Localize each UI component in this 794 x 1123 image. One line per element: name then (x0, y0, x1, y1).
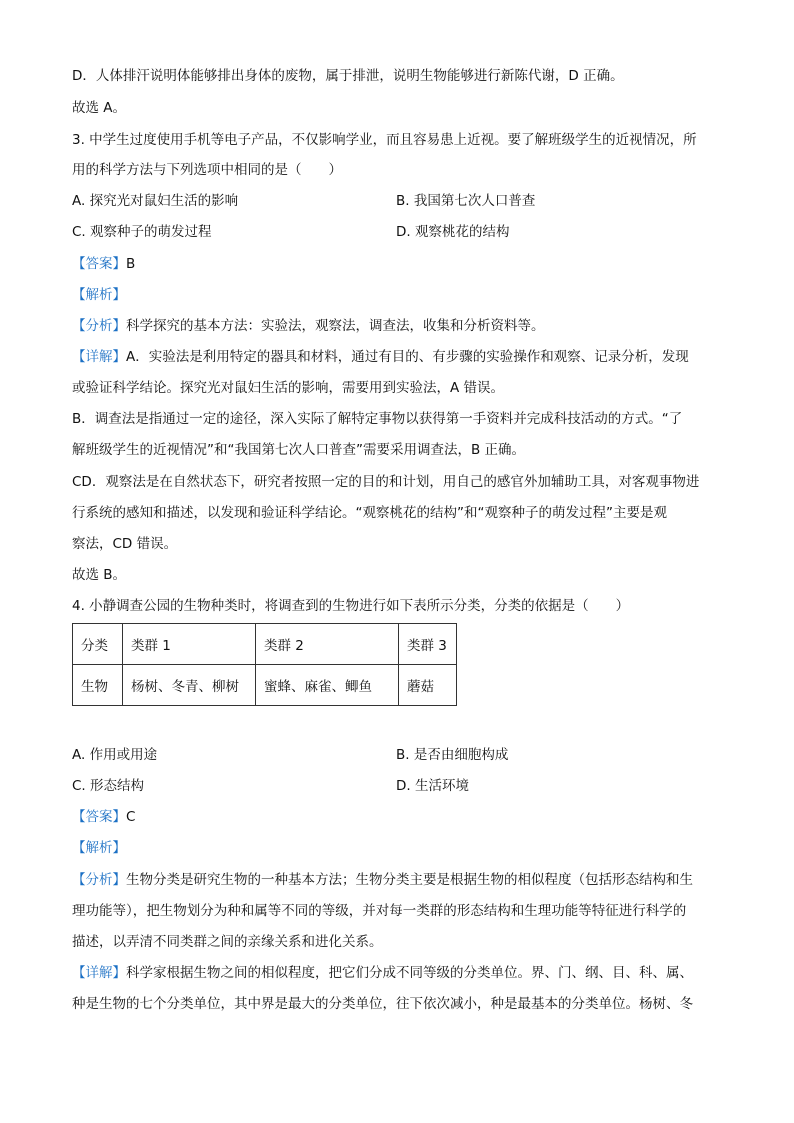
table-cell: 杨树、冬青、柳树 (123, 665, 256, 706)
q3-stem-line-1: 3. 中学生过度使用手机等电子产品，不仅影响学业，而且容易患上近视。要了解班级学生的近视情况，所 (72, 132, 697, 148)
table-header-row (73, 624, 457, 665)
classification-table (72, 623, 457, 706)
q3-xiangjie-line-3: B．调查法是指通过一定的途径，深入实际了解特定事物以获得第一手资料并完成科技活动的方式。“了 (72, 411, 683, 427)
q4-option-c: C. 形态结构 (72, 778, 145, 794)
q3-xiangjie-line-1 (72, 347, 689, 367)
q4-fenxi-line-1 (72, 870, 693, 890)
q3-conclusion: 故选 B。 (72, 567, 127, 583)
q4-fenxi-line-3: 描述，以弄清不同类群之间的亲缘关系和进化关系。 (72, 934, 383, 950)
table-cell: 蘑菇 (399, 665, 457, 706)
xiangjie-tag: 【详解】 (72, 349, 126, 365)
q4-jiexi (72, 838, 126, 858)
q3-xiangjie-line-4: 解班级学生的近视情况”和“我国第七次人口普查”需要采用调查法，B 正确。 (72, 442, 526, 458)
xiangjie-text: 科学家根据生物之间的相似程度，把它们分成不同等级的分类单位。界、门、纲、目、科、属、 (126, 965, 693, 981)
fenxi-text: 科学探究的基本方法：实验法，观察法，调查法，收集和分析资料等。 (126, 318, 545, 334)
jiexi-tag: 【解析】 (72, 287, 126, 303)
q3-option-a: A. 探究光对鼠妇生活的影响 (72, 193, 239, 209)
q3-xiangjie-line-5: CD．观察法是在自然状态下，研究者按照一定的目的和计划，用自己的感官外加辅助工具，对客观事物进 (72, 474, 700, 490)
q3-xiangjie-line-6: 行系统的感知和描述，以发现和验证科学结论。“观察桃花的结构”和“观察种子的萌发过程”主要是观 (72, 505, 667, 521)
q4-option-b: B. 是否由细胞构成 (396, 747, 509, 763)
answer-value: C (126, 809, 136, 825)
answer-tag: 【答案】 (72, 256, 126, 272)
answer-tag: 【答案】 (72, 809, 126, 825)
q3-fenxi (72, 316, 545, 336)
q4-answer (72, 807, 135, 827)
q3-stem-line-2: 用的科学方法与下列选项中相同的是（ ） (72, 162, 342, 178)
table-cell: 蜜蜂、麻雀、鲫鱼 (256, 665, 399, 706)
table-cell: 类群 2 (256, 624, 399, 665)
answer-value: B (126, 256, 136, 272)
q3-option-d: D. 观察桃花的结构 (396, 224, 510, 240)
xiangjie-text: A．实验法是利用特定的器具和材料，通过有目的、有步骤的实验操作和观察、记录分析，发现 (126, 349, 689, 365)
q3-xiangjie-line-2: 或验证科学结论。探究光对鼠妇生活的影响，需要用到实验法，A 错误。 (72, 380, 505, 396)
q3-option-b: B. 我国第七次人口普查 (396, 193, 536, 209)
prev-conclusion: 故选 A。 (72, 100, 127, 116)
q4-option-d: D. 生活环境 (396, 778, 469, 794)
fenxi-text: 生物分类是研究生物的一种基本方法；生物分类主要是根据生物的相似程度（包括形态结构和生 (126, 872, 693, 888)
q4-xiangjie-line-2: 种是生物的七个分类单位，其中界是最大的分类单位，往下依次减小，种是最基本的分类单位。杨树、冬 (72, 996, 693, 1012)
fenxi-tag: 【分析】 (72, 318, 126, 334)
table-cell: 类群 1 (123, 624, 256, 665)
table-cell: 类群 3 (399, 624, 457, 665)
q3-option-c: C. 观察种子的萌发过程 (72, 224, 212, 240)
q4-xiangjie-line-1 (72, 963, 693, 983)
q4-fenxi-line-2: 理功能等），把生物划分为种和属等不同的等级，并对每一类群的形态结构和生理功能等特征进行科学的 (72, 903, 687, 919)
xiangjie-tag: 【详解】 (72, 965, 126, 981)
q3-jiexi (72, 285, 126, 305)
prev-answer-line: D．人体排汗说明体能够排出身体的废物，属于排泄，说明生物能够进行新陈代谢，D 正确。 (72, 68, 624, 84)
table-cell: 分类 (73, 624, 123, 665)
table-cell: 生物 (73, 665, 123, 706)
table-row (73, 665, 457, 706)
q4-option-a: A. 作用或用途 (72, 747, 158, 763)
q3-xiangjie-line-7: 察法，CD 错误。 (72, 536, 178, 552)
q3-answer (72, 254, 135, 274)
jiexi-tag: 【解析】 (72, 840, 126, 856)
q4-stem: 4. 小静调查公园的生物种类时，将调查到的生物进行如下表所示分类，分类的依据是（ ） (72, 598, 630, 614)
fenxi-tag: 【分析】 (72, 872, 126, 888)
